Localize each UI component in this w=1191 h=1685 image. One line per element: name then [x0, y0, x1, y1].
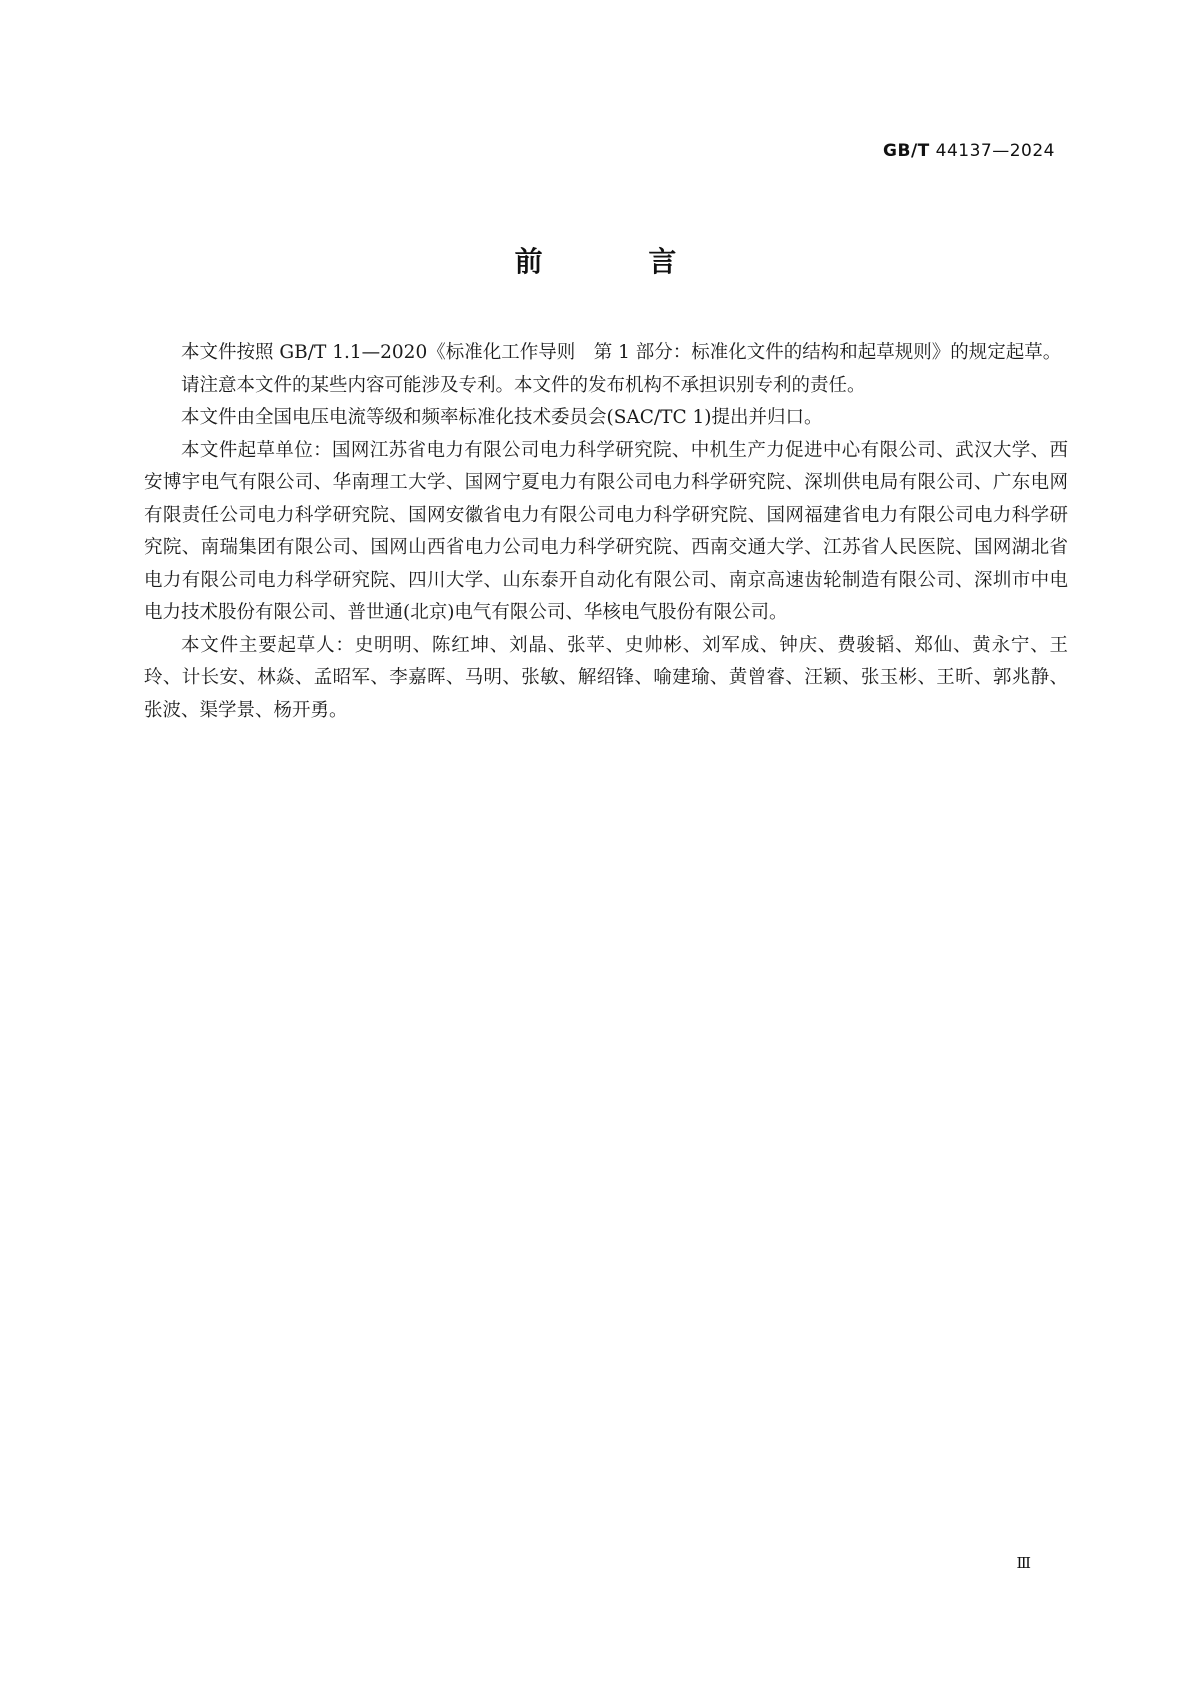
paragraph-drafting-units: 本文件起草单位：国网江苏省电力有限公司电力科学研究院、中机生产力促进中心有限公司、武汉大学、西安博宇电气有限公司、华南理工大学、国网宁夏电力有限公司电力科学研究院、深圳供电局有限公司、广东电网有限责任公司电力科学研究院、国网安徽省电力有限公司电力科学研究院、国网福建省电力有限公司电力科学研究院、南瑞集团有限公司、国网山西省电力公司电力科学研究院、西南交通大学、江苏省人民医院、国网湖北省电力有限公司电力科学研究院、四川大学、山东泰开自动化有限公司、南京高速齿轮制造有限公司、深圳市中电电力技术股份有限公司、普世通(北京)电气有限公司、华核电气股份有限公司。: [144, 439, 1068, 623]
paragraph-drafting-rules: 本文件按照 GB/T 1.1—2020《标准化工作导则 第 1 部分：标准化文件的结构和起草规则》的规定起草。: [181, 342, 1062, 363]
document-code-header: [883, 141, 1055, 161]
paragraph-patent-notice: 请注意本文件的某些内容可能涉及专利。本文件的发布机构不承担识别专利的责任。: [181, 374, 866, 396]
standard-number: 44137—2024: [935, 141, 1055, 161]
section-title: 前 言: [514, 245, 725, 278]
paragraph-drafters: 本文件主要起草人：史明明、陈红坤、刘晶、张苹、史帅彬、刘军成、钟庆、费骏韬、郑仙、黄永宁、王玲、计长安、林焱、孟昭军、李嘉晖、马明、张敏、解绍锋、喻建瑜、黄曾睿、汪颖、张玉彬、王昕、郭兆静、张波、渠学景、杨开勇。: [144, 634, 1068, 721]
page-number: Ⅲ: [1016, 1554, 1031, 1572]
foreword-body: [144, 337, 1068, 727]
standard-code: GB/T: [883, 141, 930, 161]
paragraph-proposer: 本文件由全国电压电流等级和频率标准化技术委员会(SAC/TC 1)提出并归口。: [181, 407, 823, 428]
